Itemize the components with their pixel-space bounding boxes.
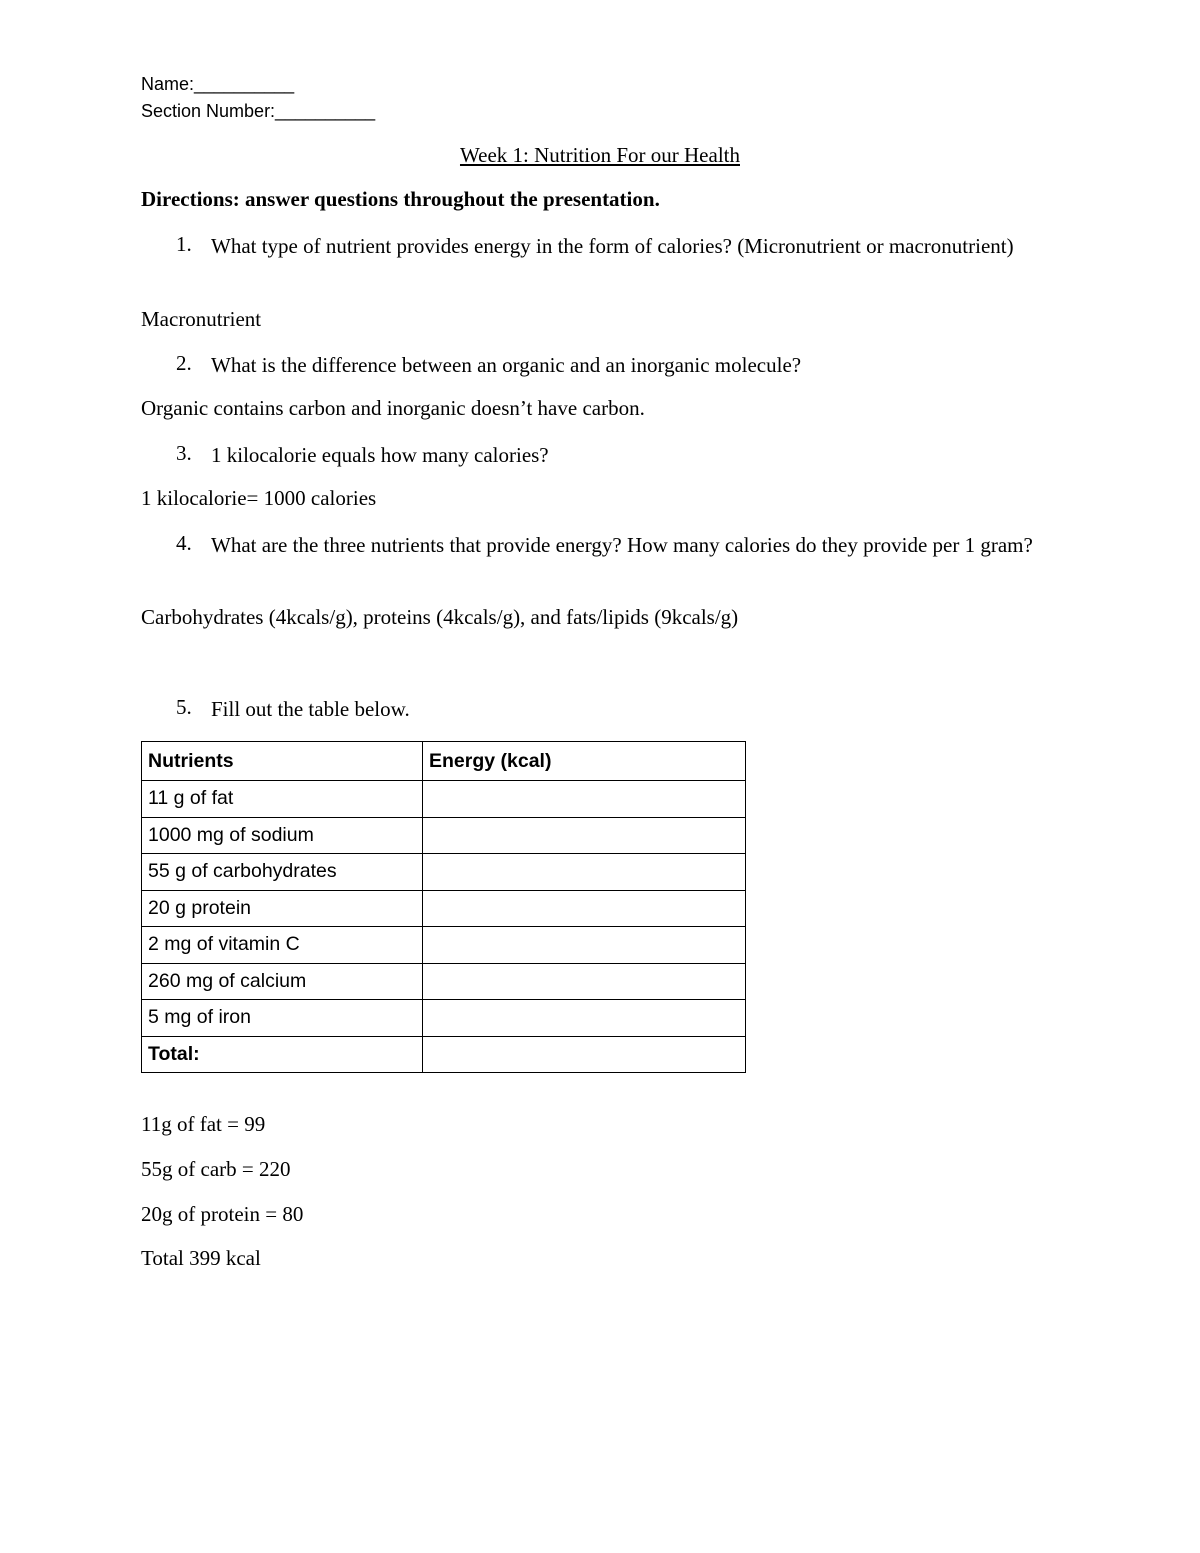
section-number-field-label: Section Number:__________ — [141, 101, 376, 121]
total-label-cell: Total: — [142, 1036, 423, 1072]
energy-cell[interactable] — [423, 817, 746, 854]
nutrient-cell: 20 g protein — [142, 890, 423, 927]
table-row — [142, 963, 746, 1000]
table-header-row — [142, 742, 746, 781]
energy-cell[interactable] — [423, 890, 746, 927]
calculation-protein: 20g of protein = 80 — [141, 1202, 304, 1226]
question-text: 1 kilocalorie equals how many calories? — [211, 443, 549, 467]
table-row — [142, 927, 746, 964]
question-text: What is the difference between an organic and an inorganic molecule? — [211, 353, 802, 377]
calculation-fat: 11g of fat = 99 — [141, 1112, 266, 1136]
energy-cell[interactable] — [423, 781, 746, 818]
table-total-row — [142, 1036, 746, 1072]
name-field-label: Name:__________ — [141, 74, 295, 94]
answer-3: 1 kilocalorie= 1000 calories — [141, 486, 377, 510]
question-number: 5. — [176, 695, 192, 719]
nutrient-cell: 5 mg of iron — [142, 1000, 423, 1037]
answer-2: Organic contains carbon and inorganic doesn’t have carbon. — [141, 396, 645, 420]
calculation-carb: 55g of carb = 220 — [141, 1157, 291, 1181]
nutrient-energy-table — [141, 741, 746, 1073]
table-row — [142, 1000, 746, 1037]
answer-1: Macronutrient — [141, 307, 262, 331]
energy-cell[interactable] — [423, 927, 746, 964]
nutrient-cell: 2 mg of vitamin C — [142, 927, 423, 964]
table-row — [142, 817, 746, 854]
nutrient-cell: 1000 mg of sodium — [142, 817, 423, 854]
energy-cell[interactable] — [423, 963, 746, 1000]
table-row — [142, 781, 746, 818]
total-value-cell[interactable] — [423, 1036, 746, 1072]
question-number: 1. — [176, 232, 192, 256]
question-number: 3. — [176, 441, 192, 465]
question-number: 4. — [176, 531, 192, 555]
table-row — [142, 854, 746, 891]
page-title: Week 1: Nutrition For our Health — [459, 143, 740, 167]
table-header-energy: Energy (kcal) — [423, 742, 746, 781]
table-row — [142, 890, 746, 927]
answer-4: Carbohydrates (4kcals/g), proteins (4kcals/g), and fats/lipids (9kcals/g) — [141, 605, 739, 629]
energy-cell[interactable] — [423, 854, 746, 891]
energy-cell[interactable] — [423, 1000, 746, 1037]
calculation-total: Total 399 kcal — [141, 1246, 261, 1270]
question-text: What are the three nutrients that provide energy? How many calories do they provide per 1 gram? — [211, 533, 1033, 557]
nutrient-cell: 11 g of fat — [142, 781, 423, 818]
question-text: Fill out the table below. — [211, 697, 410, 721]
nutrient-cell: 55 g of carbohydrates — [142, 854, 423, 891]
question-number: 2. — [176, 351, 192, 375]
nutrient-cell: 260 mg of calcium — [142, 963, 423, 1000]
question-text: What type of nutrient provides energy in the form of calories? (Micronutrient or macronutrient) — [211, 234, 1014, 258]
table-header-nutrients: Nutrients — [142, 742, 423, 781]
directions-text: Directions: answer questions throughout the presentation. — [141, 187, 660, 211]
